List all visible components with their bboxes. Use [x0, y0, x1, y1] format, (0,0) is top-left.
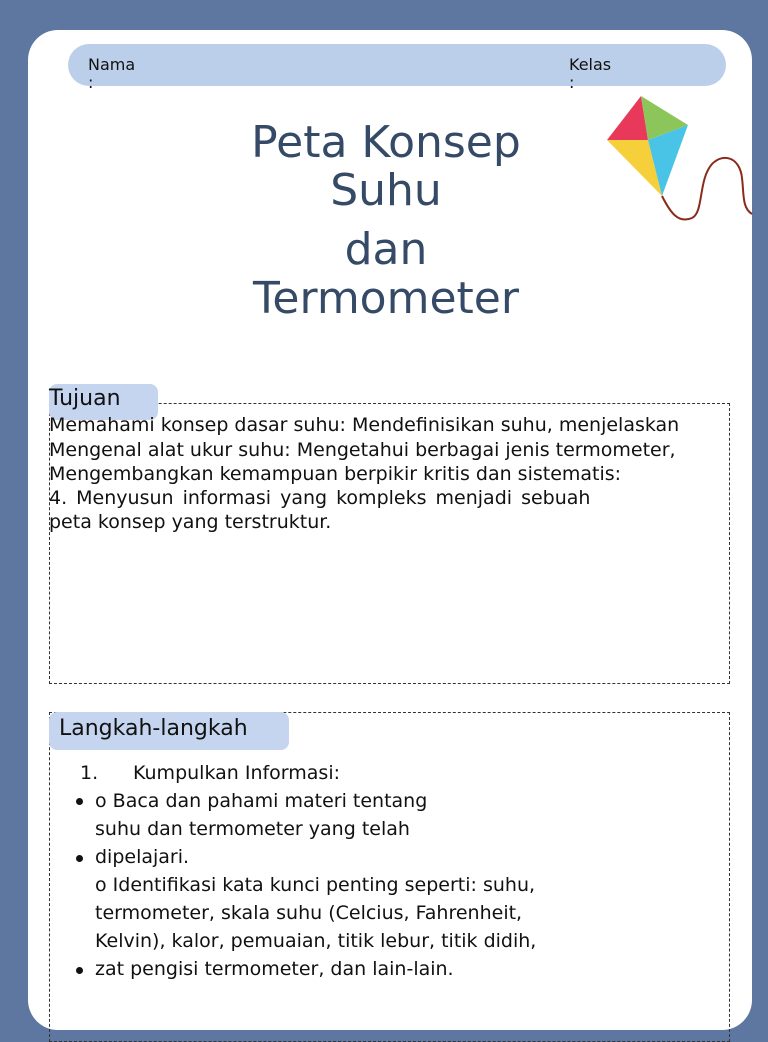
class-label: Kelas [569, 55, 612, 74]
name-label: Nama [88, 55, 136, 74]
step-line-4: o Identifikasi kata kunci penting seperti: suhu, [95, 874, 536, 896]
page-title-line-4: Termometer [253, 273, 519, 324]
page-title-line-1: Peta Konsep [251, 117, 521, 168]
bullet-2 [76, 855, 83, 862]
goals-line-3: Mengembangkan kemampuan berpikir kritis dan sistematis: [49, 463, 622, 485]
steps-heading: Langkah-langkah [59, 716, 248, 741]
goals-line-5: peta konsep yang terstruktur. [49, 511, 332, 533]
class-colon: : [569, 73, 575, 92]
step-line-1: o Baca dan pahami materi tentang [95, 790, 428, 812]
name-class-bar [68, 44, 726, 86]
kite-red-panel [607, 96, 648, 140]
bullet-1 [76, 798, 83, 805]
goals-line-4: 4. Menyusun informasi yang kompleks menjadi sebuah [49, 487, 591, 509]
page-title-line-2: Suhu [330, 165, 442, 216]
name-colon: : [88, 73, 94, 92]
page-title-line-3: dan [344, 224, 428, 275]
bullet-3 [76, 967, 83, 974]
step-line-6: Kelvin), kalor, pemuaian, titik lebur, titik didih, [95, 930, 537, 952]
step-line-7: zat pengisi termometer, dan lain-lain. [95, 958, 454, 980]
step-1-title: Kumpulkan Informasi: [133, 762, 341, 784]
step-line-5: termometer, skala suhu (Celcius, Fahrenheit, [95, 902, 523, 924]
goals-heading: Tujuan [49, 386, 121, 411]
step-1-number: 1. [80, 762, 99, 784]
kite-string [662, 158, 752, 220]
goals-line-1: Memahami konsep dasar suhu: Mendefinisikan suhu, menjelaskan [49, 414, 680, 436]
step-line-3: dipelajari. [95, 846, 190, 868]
goals-line-2: Mengenal alat ukur suhu: Mengetahui berbagai jenis termometer, [49, 439, 676, 461]
step-line-2: suhu dan termometer yang telah [95, 818, 410, 840]
kite-icon [600, 92, 760, 232]
steps-tag [49, 712, 289, 750]
